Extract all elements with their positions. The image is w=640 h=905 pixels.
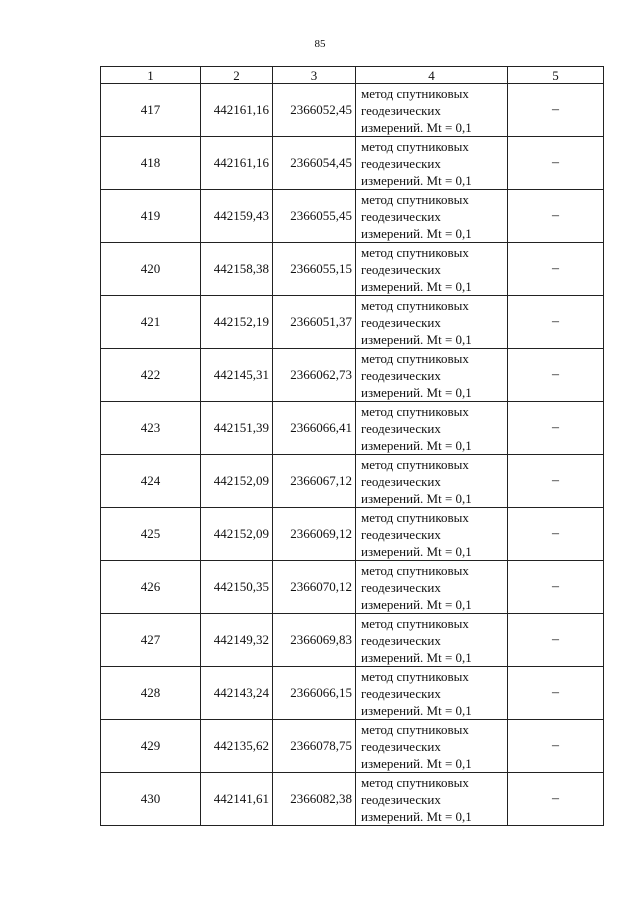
point-number-cell: 421 [101,296,201,349]
method-line: метод спутниковых [361,456,469,472]
method-cell [356,508,508,561]
column-header-1: 1 [101,67,201,84]
table-body [101,84,604,826]
method-line: метод спутниковых [361,668,469,684]
note-cell: – [508,455,604,508]
y-coordinate-cell: 2366066,41 [273,402,356,455]
method-line: метод спутниковых [361,774,469,790]
y-coordinate-cell: 2366062,73 [273,349,356,402]
x-coordinate-cell: 442159,43 [201,190,273,243]
note-cell: – [508,296,604,349]
note-cell: – [508,773,604,826]
method-line: измерений. Mt = 0,1 [361,278,472,294]
method-line: измерений. Mt = 0,1 [361,331,472,347]
note-cell: – [508,137,604,190]
method-line: метод спутниковых [361,191,469,207]
point-number-cell: 430 [101,773,201,826]
x-coordinate-cell: 442143,24 [201,667,273,720]
y-coordinate-cell: 2366078,75 [273,720,356,773]
y-coordinate-cell: 2366070,12 [273,561,356,614]
x-coordinate-cell: 442161,16 [201,84,273,137]
note-cell: – [508,402,604,455]
method-line: измерений. Mt = 0,1 [361,649,472,665]
method-line: метод спутниковых [361,138,469,154]
method-line: геодезических [361,738,441,754]
x-coordinate-cell: 442141,61 [201,773,273,826]
method-line: метод спутниковых [361,85,469,101]
y-coordinate-cell: 2366066,15 [273,667,356,720]
point-number-cell: 418 [101,137,201,190]
method-line: геодезических [361,367,441,383]
method-cell [356,243,508,296]
y-coordinate-cell: 2366069,12 [273,508,356,561]
table-row [101,137,604,190]
table-row [101,614,604,667]
y-coordinate-cell: 2366069,83 [273,614,356,667]
column-header-5: 5 [508,67,604,84]
method-line: метод спутниковых [361,721,469,737]
method-cell [356,137,508,190]
method-cell [356,773,508,826]
point-number-cell: 426 [101,561,201,614]
table-row [101,720,604,773]
point-number-cell: 422 [101,349,201,402]
y-coordinate-cell: 2366055,45 [273,190,356,243]
method-line: геодезических [361,102,441,118]
x-coordinate-cell: 442158,38 [201,243,273,296]
y-coordinate-cell: 2366052,45 [273,84,356,137]
column-header-2: 2 [201,67,273,84]
y-coordinate-cell: 2366055,15 [273,243,356,296]
note-cell: – [508,508,604,561]
table-row [101,508,604,561]
table-row [101,773,604,826]
x-coordinate-cell: 442135,62 [201,720,273,773]
y-coordinate-cell: 2366051,37 [273,296,356,349]
method-line: метод спутниковых [361,562,469,578]
x-coordinate-cell: 442161,16 [201,137,273,190]
x-coordinate-cell: 442145,31 [201,349,273,402]
method-line: измерений. Mt = 0,1 [361,702,472,718]
method-line: измерений. Mt = 0,1 [361,225,472,241]
method-line: геодезических [361,526,441,542]
x-coordinate-cell: 442152,09 [201,508,273,561]
x-coordinate-cell: 442149,32 [201,614,273,667]
coordinates-table [100,66,604,826]
method-line: геодезических [361,155,441,171]
x-coordinate-cell: 442152,19 [201,296,273,349]
note-cell: – [508,561,604,614]
method-cell [356,190,508,243]
method-line: геодезических [361,685,441,701]
method-line: метод спутниковых [361,350,469,366]
point-number-cell: 427 [101,614,201,667]
table-row [101,243,604,296]
note-cell: – [508,667,604,720]
method-cell [356,84,508,137]
x-coordinate-cell: 442150,35 [201,561,273,614]
method-cell [356,561,508,614]
method-line: метод спутниковых [361,615,469,631]
table-row [101,84,604,137]
table-header [101,67,604,84]
method-line: измерений. Mt = 0,1 [361,596,472,612]
method-line: измерений. Mt = 0,1 [361,490,472,506]
method-line: метод спутниковых [361,509,469,525]
y-coordinate-cell: 2366082,38 [273,773,356,826]
note-cell: – [508,84,604,137]
column-header-4: 4 [356,67,508,84]
y-coordinate-cell: 2366067,12 [273,455,356,508]
page-number: 85 [314,38,326,50]
table-row [101,349,604,402]
table-row [101,455,604,508]
note-cell: – [508,243,604,296]
x-coordinate-cell: 442152,09 [201,455,273,508]
note-cell: – [508,720,604,773]
method-line: измерений. Mt = 0,1 [361,808,472,824]
y-coordinate-cell: 2366054,45 [273,137,356,190]
point-number-cell: 425 [101,508,201,561]
point-number-cell: 420 [101,243,201,296]
method-line: геодезических [361,579,441,595]
method-line: метод спутниковых [361,297,469,313]
note-cell: – [508,614,604,667]
note-cell: – [508,190,604,243]
table-row [101,402,604,455]
method-line: геодезических [361,420,441,436]
method-cell [356,614,508,667]
method-cell [356,402,508,455]
method-line: измерений. Mt = 0,1 [361,543,472,559]
note-cell: – [508,349,604,402]
method-cell [356,667,508,720]
method-line: геодезических [361,473,441,489]
method-line: геодезических [361,261,441,277]
point-number-cell: 429 [101,720,201,773]
table-row [101,561,604,614]
method-line: геодезических [361,791,441,807]
method-line: геодезических [361,632,441,648]
point-number-cell: 428 [101,667,201,720]
table-row [101,667,604,720]
point-number-cell: 424 [101,455,201,508]
method-cell [356,296,508,349]
table-row [101,296,604,349]
method-line: метод спутниковых [361,244,469,260]
table-row [101,190,604,243]
column-header-3: 3 [273,67,356,84]
method-line: метод спутниковых [361,403,469,419]
method-cell [356,349,508,402]
method-cell [356,455,508,508]
method-line: измерений. Mt = 0,1 [361,384,472,400]
point-number-cell: 423 [101,402,201,455]
method-line: измерений. Mt = 0,1 [361,119,472,135]
point-number-cell: 417 [101,84,201,137]
method-line: измерений. Mt = 0,1 [361,437,472,453]
method-line: геодезических [361,208,441,224]
method-line: измерений. Mt = 0,1 [361,172,472,188]
header-row [101,67,604,84]
method-line: геодезических [361,314,441,330]
x-coordinate-cell: 442151,39 [201,402,273,455]
point-number-cell: 419 [101,190,201,243]
method-cell [356,720,508,773]
method-line: измерений. Mt = 0,1 [361,755,472,771]
